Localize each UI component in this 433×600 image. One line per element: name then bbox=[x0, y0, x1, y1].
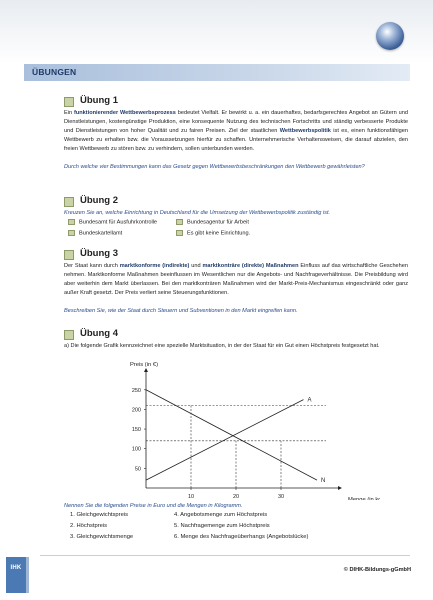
text-run: und bbox=[189, 263, 203, 269]
exercise-1-text bbox=[64, 109, 408, 154]
text-run: Einfluss auf das wirtschaftliche Geschehen nehmen. Marktkonforme Maßnahmen beeinflussen im Wesentlichen nur die Angebots- und Nachfrageverhältnisse. Die Preisbildung wird aber weiterhin dem Markt überlassen. Bei den marktkonträren Maßnahmen wird der Markt-Preis-Mechanismus eingeschränkt oder ganz außer Kraft gesetzt. Der Preis verliert seine Steuerungsfunktionen. bbox=[64, 263, 409, 296]
key-term: marktkonträre (direkte) Maßnahmen bbox=[202, 263, 299, 269]
x-axis-label: Menge (in kg) bbox=[348, 497, 380, 500]
copyright: © DIHK-Bildungs-gGmbH bbox=[343, 567, 411, 573]
x-tick-label: 10 bbox=[187, 494, 195, 500]
exercise-2-options bbox=[68, 219, 408, 239]
checkbox-icon bbox=[68, 219, 75, 225]
text-run: Der Staat kann durch bbox=[64, 263, 120, 269]
header-band bbox=[0, 0, 433, 64]
exercise-1-title: Übung 1 bbox=[80, 95, 118, 106]
exercise-1-task: Durch welche vier Bestimmungen kann das Gesetz gegen Wettbewerbsbeschränkungen den Wettbewerb gewährleisten? bbox=[64, 164, 365, 170]
key-term: Wettbewerbspolitik bbox=[279, 128, 331, 134]
list-item: 5. Nachfragemenge zum Höchstpreis bbox=[174, 523, 270, 529]
text-run: bedeutet Vielfalt. Er bewirkt u. a. ein dauerhaftes, bedarfsgerechtes Angebot an Gütern und Dienstleistungen, kostengünstige Produktion, eine konsequente Nutzung des technischen Fortschritts und ständig verbesserte Produkte und Dienstleistungen von hoher Qualität und zu fairen Preisen. Ziel der staatlichen bbox=[64, 110, 409, 134]
exercise-2-task: Kreuzen Sie an, welche Einrichtung in Deutschland für die Umsetzung der Wettbewerbspolitik zuständig ist. bbox=[64, 210, 331, 216]
y-axis-arrow-icon bbox=[144, 368, 148, 372]
globe-icon bbox=[376, 22, 404, 50]
exercise-4-task: Nennen Sie die folgenden Preise in Euro und die Mengen in Kilogramm. bbox=[64, 503, 243, 509]
exercise-4-answer-list bbox=[70, 512, 410, 544]
exercise-3-task: Beschreiben Sie, wie der Staat durch Steuern und Subventionen in den Markt eingreifen kann. bbox=[64, 308, 298, 314]
option-checkbox[interactable]: Bundesagentur für Arbeit bbox=[176, 219, 249, 225]
y-tick-label: 50 bbox=[134, 466, 141, 473]
footer-divider bbox=[40, 555, 410, 556]
y-tick-label: 250 bbox=[131, 387, 141, 394]
text-run: ist es, einen funktionsfähigen Wettbewerb zu erhalten bzw. die Voraussetzungen hierfür zu schaffen. Unternehmerische Verhaltensweisen, die darauf abzielen, den freien Wettbewerb zu stören bzw. zu verhindern, sollen unterbunden werden. bbox=[64, 128, 408, 152]
y-tick-label: 100 bbox=[131, 446, 141, 453]
section-bar bbox=[24, 64, 410, 81]
exercise-marker-icon bbox=[64, 197, 74, 207]
option-checkbox[interactable]: Es gibt keine Einrichtung. bbox=[176, 230, 250, 236]
key-term: funktionierender Wettbewerbsprozess bbox=[73, 110, 176, 116]
text-run: Ein bbox=[64, 110, 74, 116]
ihk-logo: IHK bbox=[6, 557, 26, 593]
list-item: 2. Höchstpreis bbox=[70, 523, 108, 529]
exercise-marker-icon bbox=[64, 250, 74, 260]
series-line bbox=[146, 400, 304, 481]
y-tick-label: 200 bbox=[131, 407, 141, 414]
market-chart-svg bbox=[100, 360, 380, 500]
series-label: N bbox=[321, 478, 326, 485]
exercise-2-title: Übung 2 bbox=[80, 195, 118, 206]
option-checkbox[interactable]: Bundeskartellamt bbox=[68, 230, 122, 236]
x-tick-label: 20 bbox=[232, 494, 240, 500]
logo-stripe bbox=[26, 557, 29, 593]
list-item: 6. Menge des Nachfrageüberhangs (Angebotslücke) bbox=[174, 534, 309, 540]
exercise-3-text bbox=[64, 262, 408, 298]
section-title: ÜBUNGEN bbox=[32, 67, 77, 77]
exercise-4-intro: a) Die folgende Grafik kennzeichnet eine spezielle Marktsituation, in der der Staat für ein Gut einen Höchstpreis festgesetzt hat. bbox=[64, 343, 380, 349]
key-term: marktkonforme (indirekte) bbox=[119, 263, 190, 269]
exercise-marker-icon bbox=[64, 97, 74, 107]
checkbox-icon bbox=[176, 230, 183, 236]
exercise-marker-icon bbox=[64, 330, 74, 340]
exercise-4-title: Übung 4 bbox=[80, 328, 118, 339]
list-item: 3. Gleichgewichtsmenge bbox=[70, 534, 134, 540]
exercise-3-title: Übung 3 bbox=[80, 248, 118, 259]
checkbox-icon bbox=[68, 230, 75, 236]
x-axis-arrow-icon bbox=[338, 486, 342, 490]
option-checkbox[interactable]: Bundesamt für Ausfuhrkontrolle bbox=[68, 219, 157, 225]
list-item: 1. Gleichgewichtspreis bbox=[70, 512, 128, 518]
checkbox-icon bbox=[176, 219, 183, 225]
y-axis-label: Preis (in €) bbox=[129, 362, 159, 368]
market-chart bbox=[100, 360, 380, 500]
series-label: A bbox=[307, 397, 312, 404]
y-tick-label: 150 bbox=[131, 427, 141, 434]
x-tick-label: 30 bbox=[277, 494, 285, 500]
list-item: 4. Angebotsmenge zum Höchstpreis bbox=[174, 512, 268, 518]
